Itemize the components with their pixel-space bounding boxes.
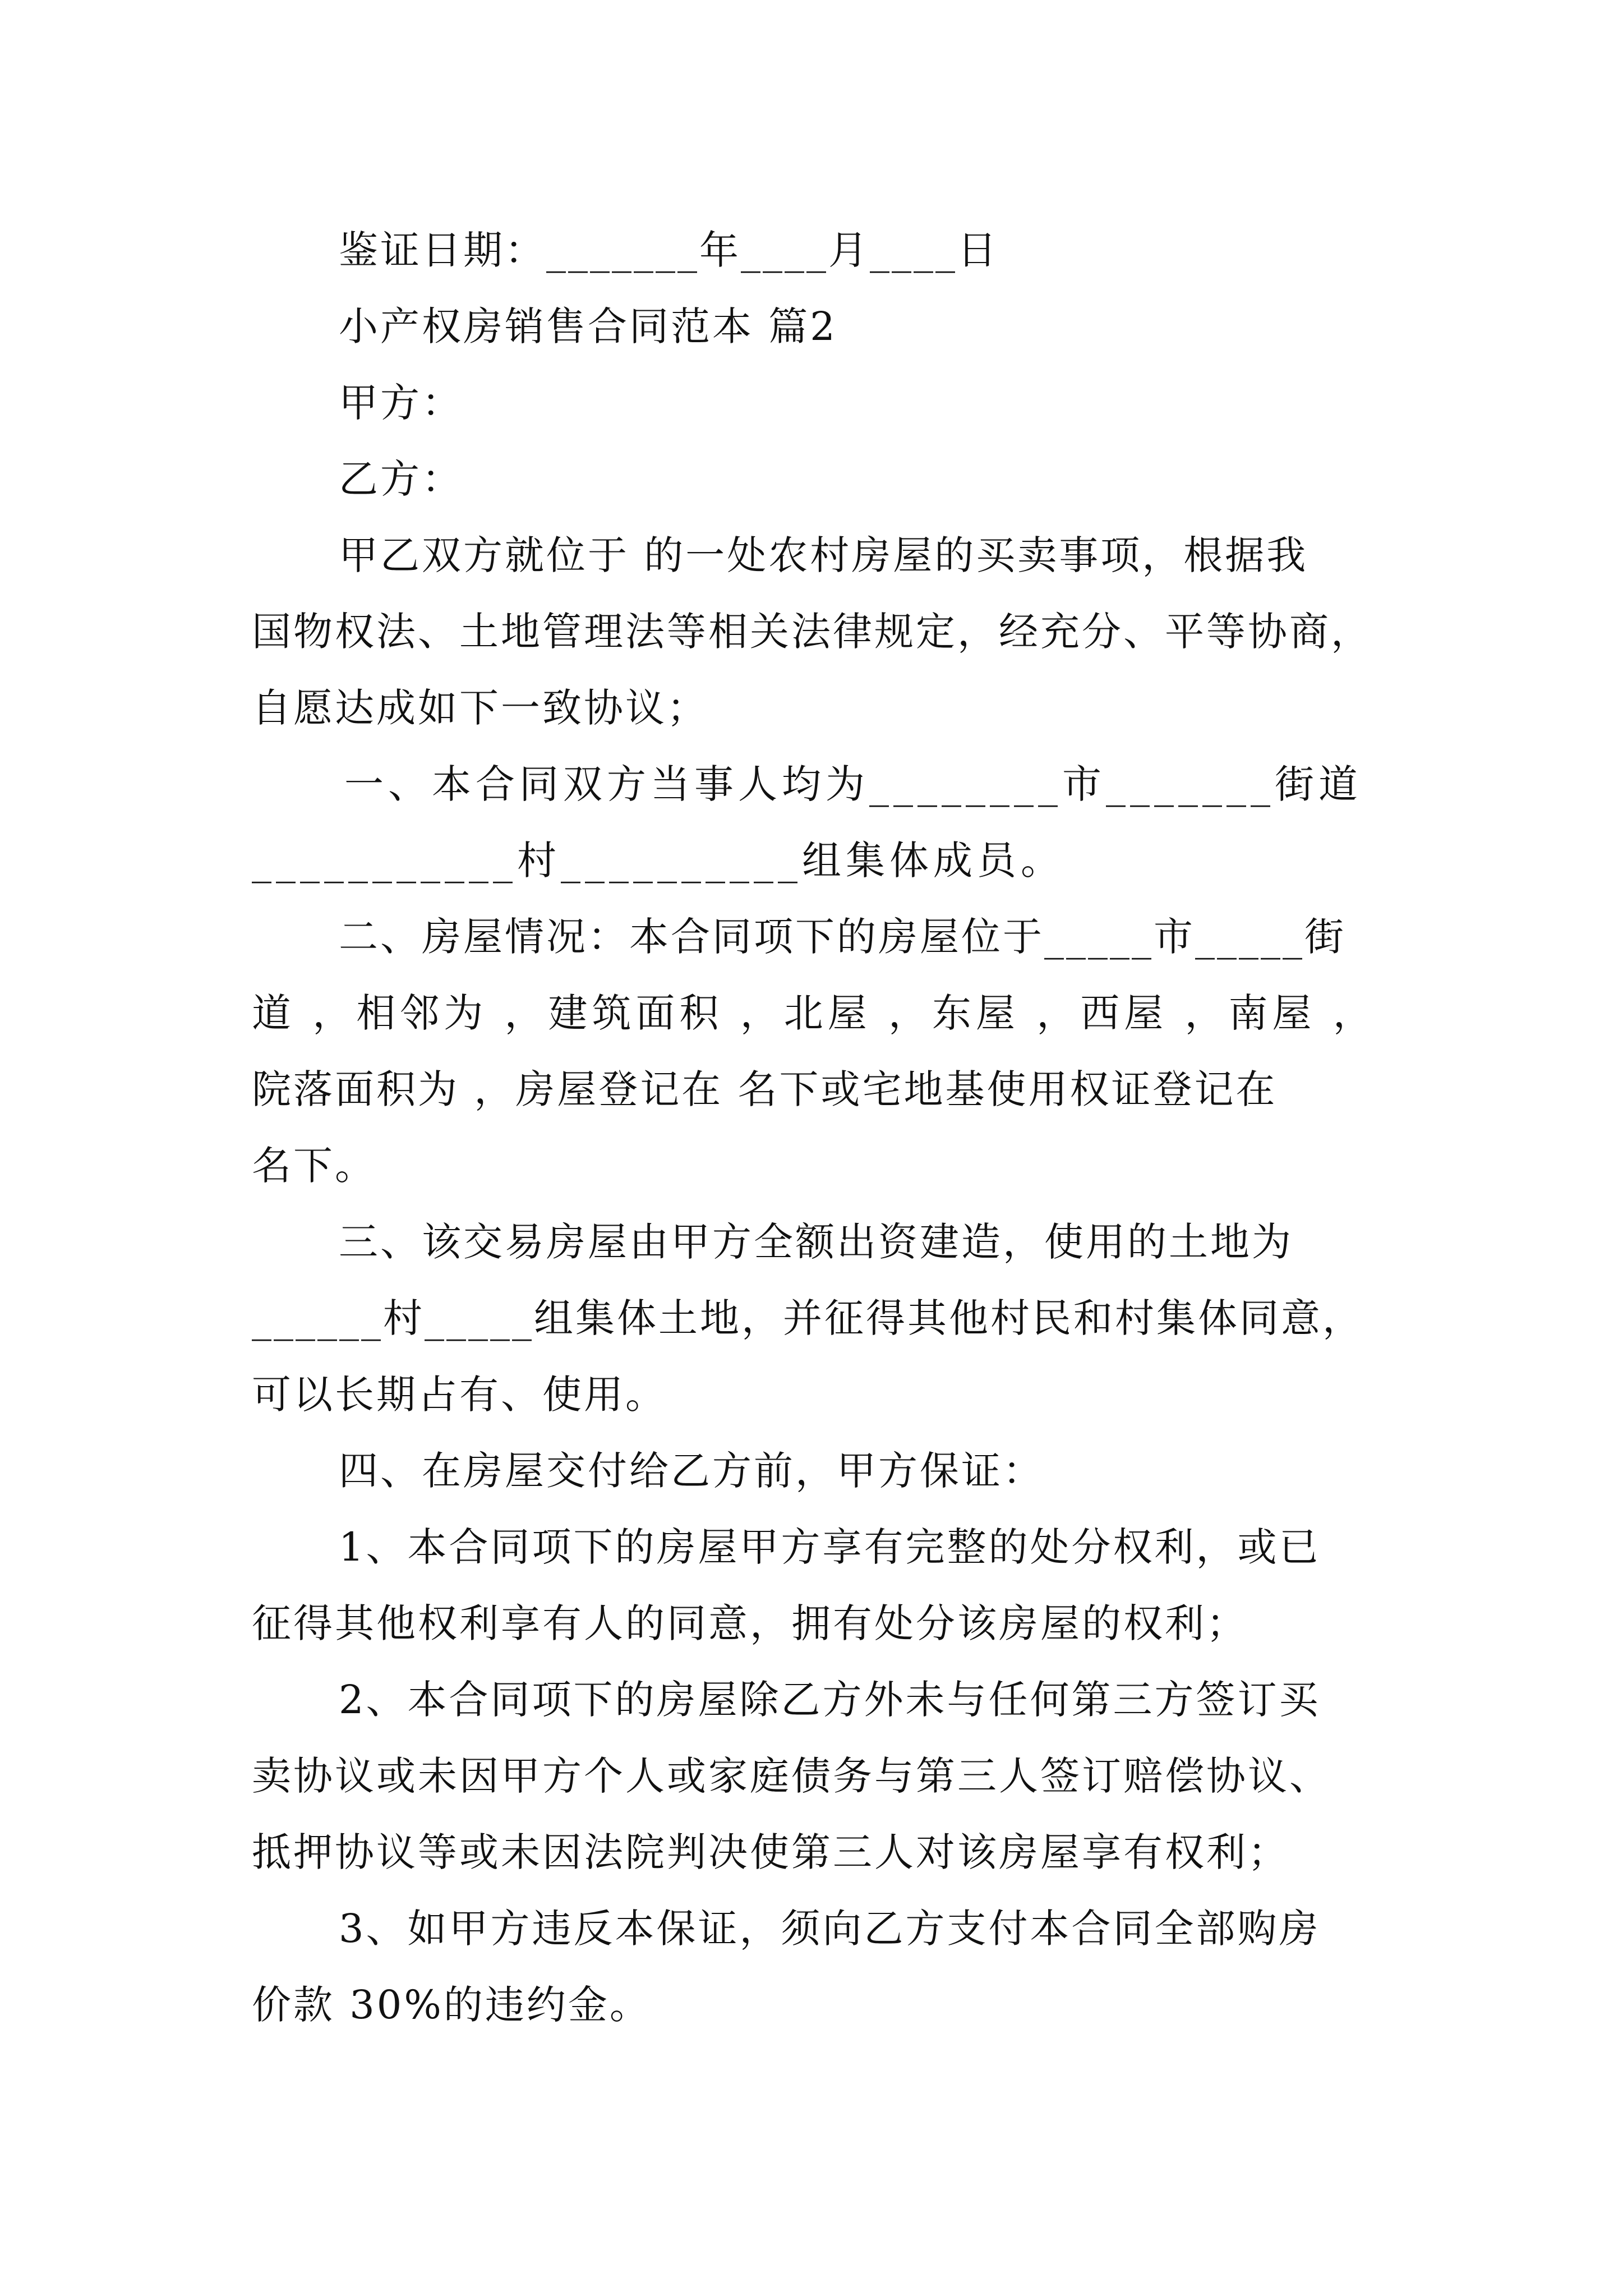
text-line: 可以长期占有、使用。 <box>252 1372 667 1418</box>
text-line: 3、如甲方违反本保证，须向乙方支付本合同全部购房 <box>339 1906 1321 1952</box>
text-line: 甲乙双方就位于 的一处农村房屋的买卖事项，根据我 <box>339 532 1308 578</box>
text-line: 自愿达成如下一致协议； <box>252 685 708 731</box>
text-line: 二、房屋情况：本合同项下的房屋位于_____市_____街 <box>339 914 1346 960</box>
text-line: 一、本合同双方当事人均为________市_______街道 <box>344 761 1362 807</box>
text-line: 四、在房屋交付给乙方前，甲方保证： <box>339 1448 1044 1494</box>
document-body <box>252 212 1385 2043</box>
text-line: 抵押协议等或未因法院判决使第三人对该房屋享有权利； <box>252 1829 1289 1875</box>
text-line: 甲方： <box>339 380 463 426</box>
text-line: 小产权房销售合同范本 篇2 <box>339 303 837 349</box>
text-line: 道 ，相邻为 ，建筑面积 ，北屋 ，东屋 ，西屋 ，南屋 ， <box>252 990 1377 1036</box>
text-line: 征得其他权利享有人的同意，拥有处分该房屋的权利； <box>252 1600 1248 1646</box>
text-line: 卖协议或未因甲方个人或家庭债务与第三人签订赔偿协议、 <box>252 1753 1331 1799</box>
text-line: 院落面积为 ，房屋登记在 名下或宅地基使用权证登记在 <box>252 1066 1278 1112</box>
text-line: ___________村__________组集体成员。 <box>252 838 1064 884</box>
text-line: 价款 30%的违约金。 <box>252 1982 651 2028</box>
text-line: 2、本合同项下的房屋除乙方外未与任何第三方签订买 <box>339 1677 1321 1723</box>
text-line: 鉴证日期：_______年____月____日 <box>339 227 999 273</box>
text-line: 三、该交易房屋由甲方全额出资建造，使用的土地为 <box>339 1219 1293 1265</box>
text-line: 名下。 <box>252 1143 376 1189</box>
text-line: 1、本合同项下的房屋甲方享有完整的处分权利，或已 <box>339 1524 1321 1570</box>
text-line: ______村_____组集体土地，并征得其他村民和村集体同意， <box>252 1295 1364 1341</box>
text-line: 国物权法、土地管理法等相关法律规定，经充分、平等协商， <box>252 609 1372 655</box>
text-line: 乙方： <box>339 456 463 502</box>
